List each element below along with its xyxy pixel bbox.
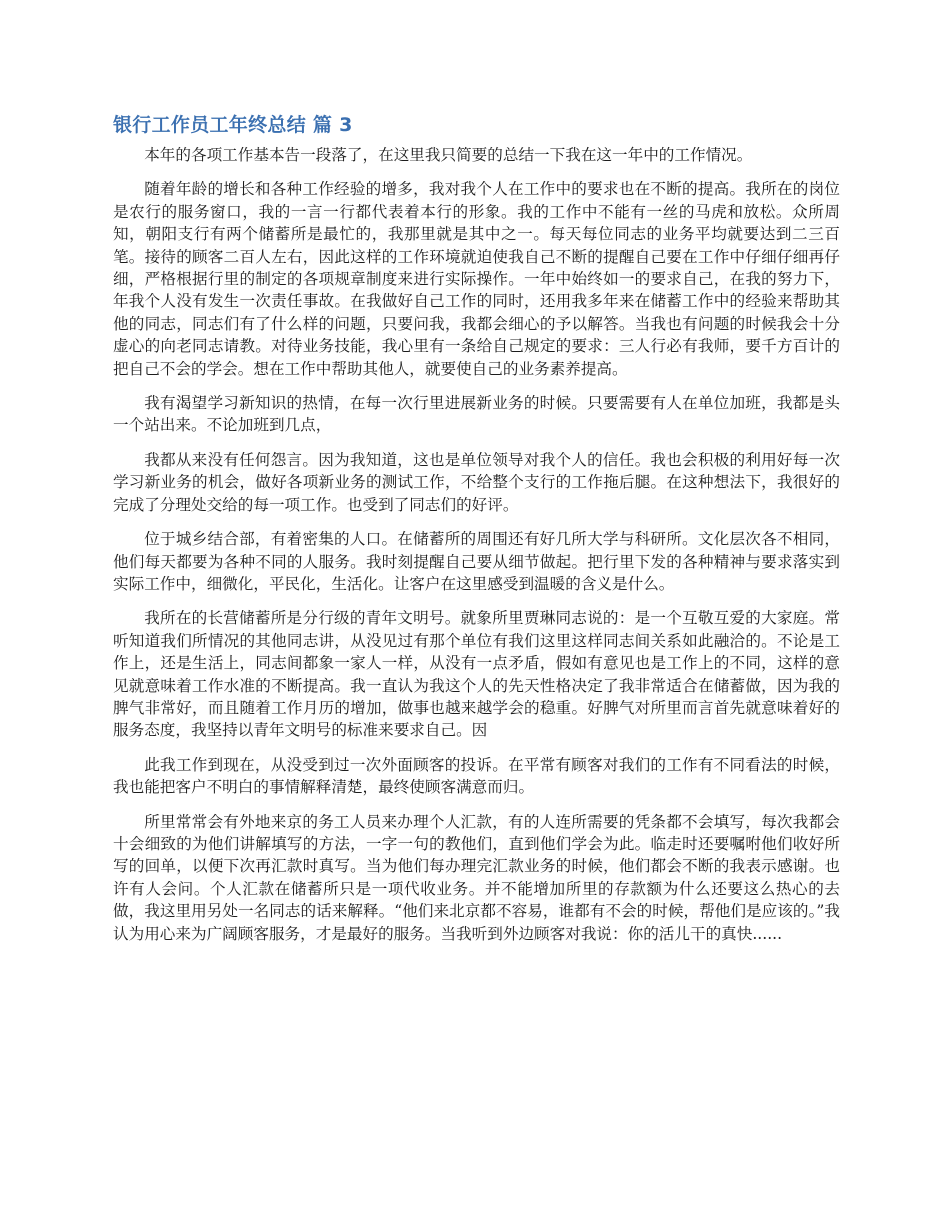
paragraph-2: 随着年龄的增长和各种工作经验的增多，我对我个人在工作中的要求也在不断的提高。我所在的岗位是农行的服务窗口，我的一言一行都代表着本行的形象。我的工作中不能有一丝的马虎和放松。众所周知，朝阳支行有两个储蓄所是最忙的，我那里就是其中之一。每天每位同志的业务平均就要达到二三百笔。接待的顾客二百人左右，因此这样的工作环境就迫使我自己不断的提醒自己要在工作中仔细仔细再仔细，严格根据行里的制定的各项规章制度来进行实际操作。一年中始终如一的要求自己，在我的努力下，年我个人没有发生一次责任事故。在我做好自己工作的同时，还用我多年来在储蓄工作中的经验来帮助其他的同志，同志们有了什么样的问题，只要问我，我都会细心的予以解答。当我也有问题的时候我会十分虚心的向老同志请教。对待业务技能，我心里有一条给自己规定的要求：三人行必有我师，要千方百计的把自己不会的学会。想在工作中帮助其他人，就要使自己的业务素养提高。 bbox=[113, 180, 840, 378]
paragraph-5: 位于城乡结合部，有着密集的人口。在储蓄所的周围还有好几所大学与科研所。文化层次各不相同，他们每天都要为各种不同的人服务。我时刻提醒自己要从细节做起。把行里下发的各种精神与要求落实到实际工作中，细微化，平民化，生活化。让客户在这里感受到温暖的含义是什么。 bbox=[113, 530, 840, 593]
paragraph-8: 所里常常会有外地来京的务工人员来办理个人汇款，有的人连所需要的凭条都不会填写，每次我都会十会细致的为他们讲解填写的方法，一字一句的教他们，直到他们学会为此。临走时还要嘱咐他们收好所写的回单，以便下次再汇款时真写。当为他们每办理完汇款业务的时候，他们都会不断的我表示感谢。也许有人会问。个人汇款在储蓄所只是一项代收业务。并不能增加所里的存款额为什么还要这么热心的去做，我这里用另处一名同志的话来解释。“他们来北京都不容易，谁都有不会的时候，帮他们是应该的。”我认为用心来为广阔顾客服务，才是最好的服务。当我听到外边顾客对我说：你的活儿干的真快...... bbox=[113, 812, 840, 943]
document-title: 银行工作员工年终总结 篇 3 bbox=[113, 114, 353, 136]
paragraph-6: 我所在的长营储蓄所是分行级的青年文明号。就象所里贾琳同志说的：是一个互敬互爱的大家庭。常听知道我们所情况的其他同志讲，从没见过有那个单位有我们这里这样同志间关系如此融洽的。不论是工作上，还是生活上，同志间都象一家人一样，从没有一点矛盾，假如有意见也是工作上的不同，这样的意见就意味着工作水准的不断提高。我一直认为我这个人的先天性格决定了我非常适合在储蓄做，因为我的脾气非常好，而且随着工作月历的增加，做事也越来越学会的稳重。好脾气对所里而言首先就意味着好的服务态度，我坚持以青年文明号的标准来要求自己。因 bbox=[113, 609, 840, 740]
document-page bbox=[113, 112, 840, 957]
paragraph-4: 我都从来没有任何怨言。因为我知道，这也是单位领导对我个人的信任。我也会积极的利用好每一次学习新业务的机会，做好各项新业务的测试工作，不给整个支行的工作拖后腿。在这种想法下，我很好的完成了分理处交给的每一项工作。也受到了同志们的好评。 bbox=[113, 450, 840, 514]
paragraph-7: 此我工作到现在，从没受到过一次外面顾客的投诉。在平常有顾客对我们的工作有不同看法的时候，我也能把客户不明白的事情解释清楚，最终使顾客满意而归。 bbox=[113, 755, 840, 797]
paragraph-1: 本年的各项工作基本告一段落了，在这里我只简要的总结一下我在这一年中的工作情况。 bbox=[144, 146, 753, 164]
paragraph-3: 我有渴望学习新知识的热情，在每一次行里进展新业务的时候。只要需要有人在单位加班，我都是头一个站出来。不论加班到几点， bbox=[113, 394, 840, 435]
